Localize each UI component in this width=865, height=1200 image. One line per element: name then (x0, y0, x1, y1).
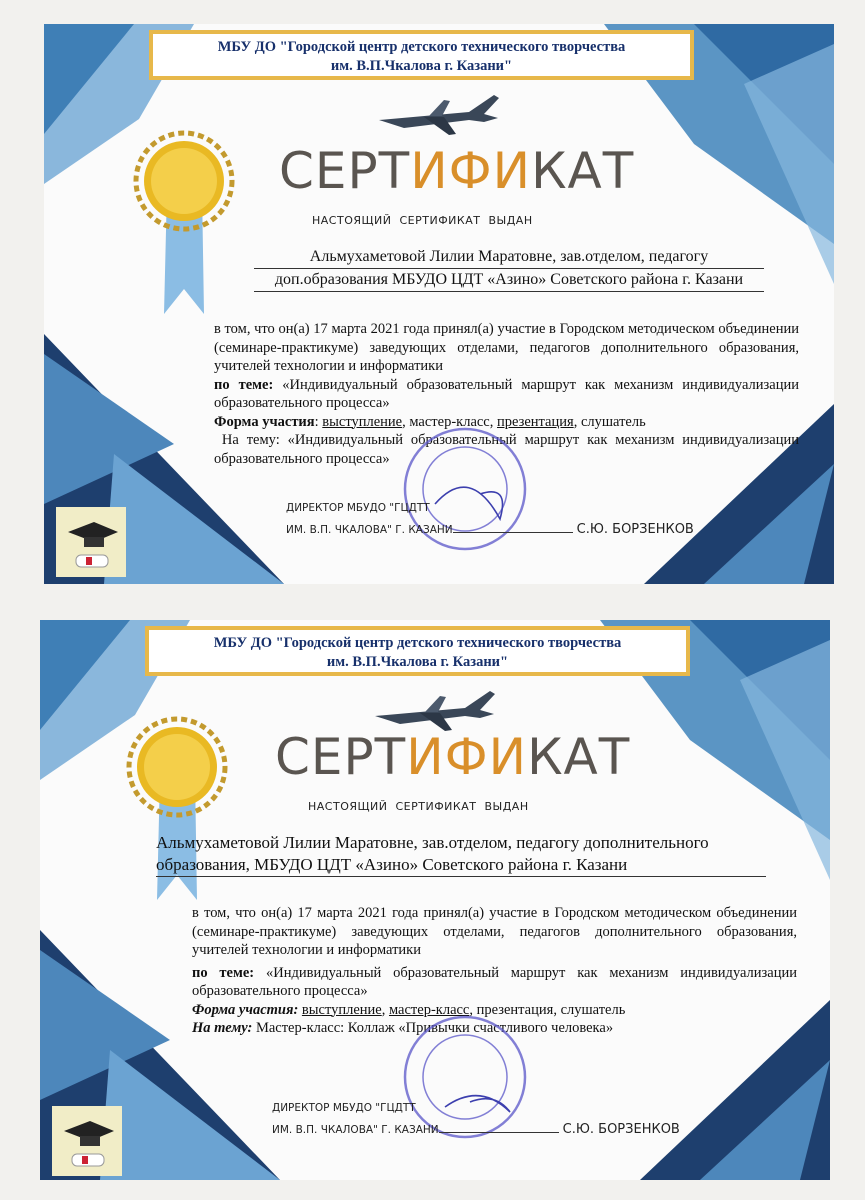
topic-text: «Индивидуальный образовательный маршрут как механизм индивидуализации образовательного процесса» (214, 376, 799, 411)
form-option-4: слушатель (580, 413, 646, 430)
org-line-2: им. В.П.Чкалова г. Казани" (330, 58, 513, 74)
title-part-1: СЕРТ (279, 142, 411, 200)
airplane-icon (374, 90, 504, 140)
director-signature-block (286, 498, 694, 541)
issued-to-label: НАСТОЯЩИЙ СЕРТИФИКАТ ВЫДАН (308, 800, 529, 813)
subject-text: Мастер-класс: Коллаж «Привычки счастливого человека» (255, 1020, 614, 1036)
certificate-1 (44, 24, 834, 584)
director-name: С.Ю. БОРЗЕНКОВ (576, 522, 694, 537)
participation-text: в том, что он(а) 17 марта 2021 года принял(а) участие в Городском методическом объединении (семинаре-практикуме) заведующих отделами, педагогов дополнительного образования, учителей технологии и информатики (192, 905, 797, 958)
graduation-cap-icon (56, 507, 126, 577)
form-label: Форма участия (214, 413, 315, 430)
recipient-line-1: Альмухаметовой Лилии Маратовне, зав.отделом, педагогу (254, 246, 764, 269)
org-line-1: МБУ ДО "Городской центр детского технического творчества (213, 635, 622, 651)
certificate-title (275, 728, 655, 786)
title-part-2: ИФИ (410, 142, 532, 200)
participation-text: в том, что он(а) 17 марта 2021 года принял(а) участие в Городском методическом объединении (семинаре-практикуме) заведующих отделами, педагогов дополнительного образования, учителей технологии и информатики (214, 321, 799, 374)
form-option-4: слушатель (560, 1001, 626, 1018)
graduation-cap-icon (52, 1106, 122, 1176)
signature-line (439, 1132, 559, 1133)
subject-label: На тему: (221, 432, 280, 448)
form-paragraph: Форма участия: выступление, мастер-класс, презентация, слушатель (214, 413, 646, 430)
form-option-1: выступление (322, 413, 403, 430)
form-separator: : (314, 413, 319, 430)
org-line-2: им. В.П.Чкалова г. Казани" (326, 654, 509, 670)
form-option-3: презентация (476, 1001, 554, 1018)
signature-line (453, 532, 573, 533)
gold-medal-icon (132, 129, 236, 314)
organization-banner (149, 30, 694, 80)
organization-banner (145, 626, 690, 676)
recipient-line-2: доп.образования МБУДО ЦДТ «Азино» Советского района г. Казани (254, 269, 764, 292)
title-part-2: ИФИ (406, 728, 528, 786)
recipient-line-1: Альмухаметовой Лилии Маратовне, зав.отделом, педагогу дополнительного (156, 833, 709, 852)
topic-label: по теме: (192, 964, 255, 981)
recipient (254, 246, 764, 292)
recipient (156, 832, 766, 877)
director-title-2 (272, 1119, 680, 1141)
topic-text: «Индивидуальный образовательный маршрут как механизм индивидуализации образовательного процесса» (192, 964, 797, 999)
form-option-2: мастер-класс (409, 413, 490, 430)
director-title-2-text: ИМ. В.П. ЧКАЛОВА" Г. КАЗАНИ (272, 1124, 439, 1136)
recipient-line-2: образования, МБУДО ЦДТ «Азино» Советского района г. Казани (156, 854, 766, 877)
topic-paragraph (214, 376, 799, 413)
director-title-2 (286, 519, 694, 541)
form-label: Форма участия: (192, 1001, 299, 1018)
form-option-3: презентация (497, 413, 574, 430)
title-part-3: КАТ (531, 142, 635, 200)
title-part-3: КАТ (527, 728, 631, 786)
director-title-1: ДИРЕКТОР МБУДО "ГЦДТТ (272, 1102, 416, 1114)
issued-to-label: НАСТОЯЩИЙ СЕРТИФИКАТ ВЫДАН (312, 214, 533, 227)
certificate-title (279, 142, 659, 200)
director-title-1: ДИРЕКТОР МБУДО "ГЦДТТ (286, 502, 430, 514)
topic-paragraph (192, 964, 797, 1001)
director-title-2-text: ИМ. В.П. ЧКАЛОВА" Г. КАЗАНИ (286, 524, 453, 536)
certificate-2 (40, 620, 830, 1180)
form-option-2: мастер-класс (388, 1001, 470, 1018)
director-signature-block (272, 1098, 680, 1141)
subject-text: «Индивидуальный образовательный маршрут как механизм индивидуализации образовательного процесса» (214, 432, 800, 467)
form-paragraph: Форма участия: выступление, мастер-класс, презентация, слушатель (192, 1001, 626, 1018)
form-option-1: выступление (301, 1001, 382, 1018)
subject-label: На тему: (192, 1020, 253, 1036)
title-part-1: СЕРТ (275, 728, 407, 786)
topic-label: по теме: (214, 376, 274, 393)
org-line-1: МБУ ДО "Городской центр детского технического творчества (217, 39, 626, 55)
director-name: С.Ю. БОРЗЕНКОВ (562, 1122, 680, 1137)
